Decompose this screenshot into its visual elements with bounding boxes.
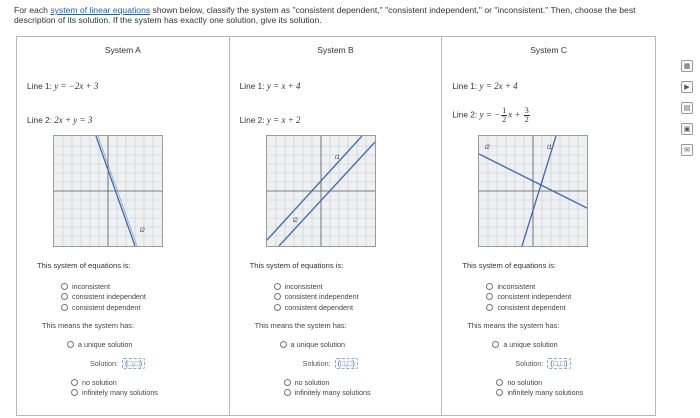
radio-icon[interactable]: [67, 341, 74, 348]
system-c-line1: Line 1: y = 2x + 4: [452, 81, 518, 91]
radio-icon[interactable]: [274, 304, 281, 311]
system-c-option-consistent-independent[interactable]: consistent independent: [486, 292, 571, 303]
system-b-question: This system of equations is:: [249, 261, 344, 270]
instructions-text-1: For each: [14, 5, 51, 15]
radio-icon[interactable]: [486, 293, 493, 300]
radio-icon[interactable]: [486, 283, 493, 290]
system-c-solution-input[interactable]: (□,□): [547, 358, 570, 369]
system-a-solution-input[interactable]: (□,□): [122, 358, 145, 369]
instructions-text-2: shown below, classify the system as "consistent dependent," "consistent independent," or "inconsistent." Then, choose the best description of its solution. If the system has exactly one solution, give its solution.: [14, 5, 636, 25]
radio-icon[interactable]: [274, 293, 281, 300]
radio-icon[interactable]: [71, 389, 78, 396]
system-b-nosol-group: [284, 377, 371, 398]
system-a-option-inconsistent[interactable]: inconsistent: [61, 281, 146, 292]
system-c-title: System C: [530, 45, 568, 55]
system-a-question: This system of equations is:: [37, 261, 131, 270]
system-c-graph-svg: [479, 136, 587, 246]
system-c-option-unique[interactable]: a unique solution: [492, 339, 557, 350]
radio-icon[interactable]: [274, 283, 281, 290]
radio-icon[interactable]: [61, 304, 68, 311]
fraction-1: $\frac{1}{2}$: [502, 106, 507, 124]
system-b-options: [274, 281, 359, 313]
system-a-column: [17, 37, 230, 415]
video-icon[interactable]: ▶: [681, 81, 693, 93]
radio-icon[interactable]: [280, 341, 287, 348]
system-b-option-consistent-independent[interactable]: consistent independent: [274, 292, 359, 303]
radio-icon[interactable]: [496, 389, 503, 396]
system-c-option-inconsistent[interactable]: inconsistent: [486, 281, 571, 292]
system-a-means-label: This means the system has:: [42, 321, 135, 330]
radio-icon[interactable]: [71, 379, 78, 386]
system-a-option-no-solution[interactable]: no solution: [71, 377, 158, 388]
system-b-solution-input[interactable]: (□,□): [335, 358, 358, 369]
radio-icon[interactable]: [284, 379, 291, 386]
system-a-option-consistent-dependent[interactable]: consistent dependent: [61, 302, 146, 313]
system-b-line2: Line 2: y = x + 2: [239, 115, 301, 125]
system-b-option-inconsistent[interactable]: inconsistent: [274, 281, 359, 292]
system-c-column: [442, 37, 655, 415]
system-b-option-unique[interactable]: a unique solution: [280, 339, 345, 350]
system-a-option-infinite[interactable]: infinitely many solutions: [71, 388, 158, 399]
system-c-nosol-group: [496, 377, 583, 398]
radio-icon[interactable]: [284, 389, 291, 396]
radio-icon[interactable]: [61, 283, 68, 290]
systems-panel: [16, 36, 656, 416]
system-c-graph-label-2: l1: [547, 145, 552, 151]
system-b-line1: Line 1: y = x + 4: [239, 81, 301, 91]
instructions: [14, 5, 654, 25]
radio-icon[interactable]: [492, 341, 499, 348]
system-b-option-infinite[interactable]: infinitely many solutions: [284, 388, 371, 399]
system-c-option-consistent-dependent[interactable]: consistent dependent: [486, 302, 571, 313]
system-a-solution-row: Solution: (□,□): [90, 358, 145, 369]
system-b-graph-svg: [267, 136, 375, 246]
system-b-graph: [266, 135, 376, 247]
system-b-graph-label-1: l1: [334, 155, 340, 161]
system-c-question: This system of equations is:: [462, 261, 557, 270]
system-a-option-consistent-independent[interactable]: consistent independent: [61, 292, 146, 303]
system-a-graph-svg: [54, 136, 162, 246]
system-a-nosol-group: [71, 377, 158, 398]
system-c-option-no-solution[interactable]: no solution: [496, 377, 583, 388]
book-icon[interactable]: ▣: [681, 123, 693, 135]
system-b-title: System B: [317, 45, 354, 55]
fraction-2: $\frac{3}{2}$: [524, 106, 529, 124]
radio-icon[interactable]: [496, 379, 503, 386]
system-a-line2: Line 2: 2x + y = 3: [27, 115, 93, 125]
system-a-line1: Line 1: y = −2x + 3: [27, 81, 99, 91]
system-c-line2: Line 2: y = − $\frac{1}{2}$ x + $\frac{3}{2}$: [452, 106, 529, 124]
system-a-title: System A: [104, 45, 141, 55]
system-a-options: [61, 281, 146, 313]
system-b-option-consistent-dependent[interactable]: consistent dependent: [274, 302, 359, 313]
system-c-means-label: This means the system has:: [467, 321, 560, 330]
mail-icon[interactable]: ✉: [681, 144, 693, 156]
system-c-solution-row: Solution: (□,□): [515, 358, 570, 369]
system-b-graph-label-2: l2: [292, 218, 298, 224]
calculator-icon[interactable]: ▦: [681, 60, 693, 72]
system-a-graph: [53, 135, 163, 247]
right-toolbar: [681, 60, 695, 165]
system-b-line-2: [279, 142, 375, 246]
radio-icon[interactable]: [486, 304, 493, 311]
system-a-graph-label: l2: [140, 228, 145, 234]
system-c-options: [486, 281, 571, 313]
system-b-means-label: This means the system has:: [254, 321, 347, 330]
radio-icon[interactable]: [61, 293, 68, 300]
system-c-graph: [478, 135, 588, 247]
system-a-option-unique[interactable]: a unique solution: [67, 339, 132, 350]
system-b-solution-row: Solution: (□,□): [303, 358, 358, 369]
system-c-graph-label-1: l2: [485, 145, 490, 151]
system-b-option-no-solution[interactable]: no solution: [284, 377, 371, 388]
grid-icon[interactable]: ▤: [681, 102, 693, 114]
system-c-option-infinite[interactable]: infinitely many solutions: [496, 388, 583, 399]
instructions-link[interactable]: system of linear equations: [50, 5, 151, 15]
system-b-column: [230, 37, 443, 415]
